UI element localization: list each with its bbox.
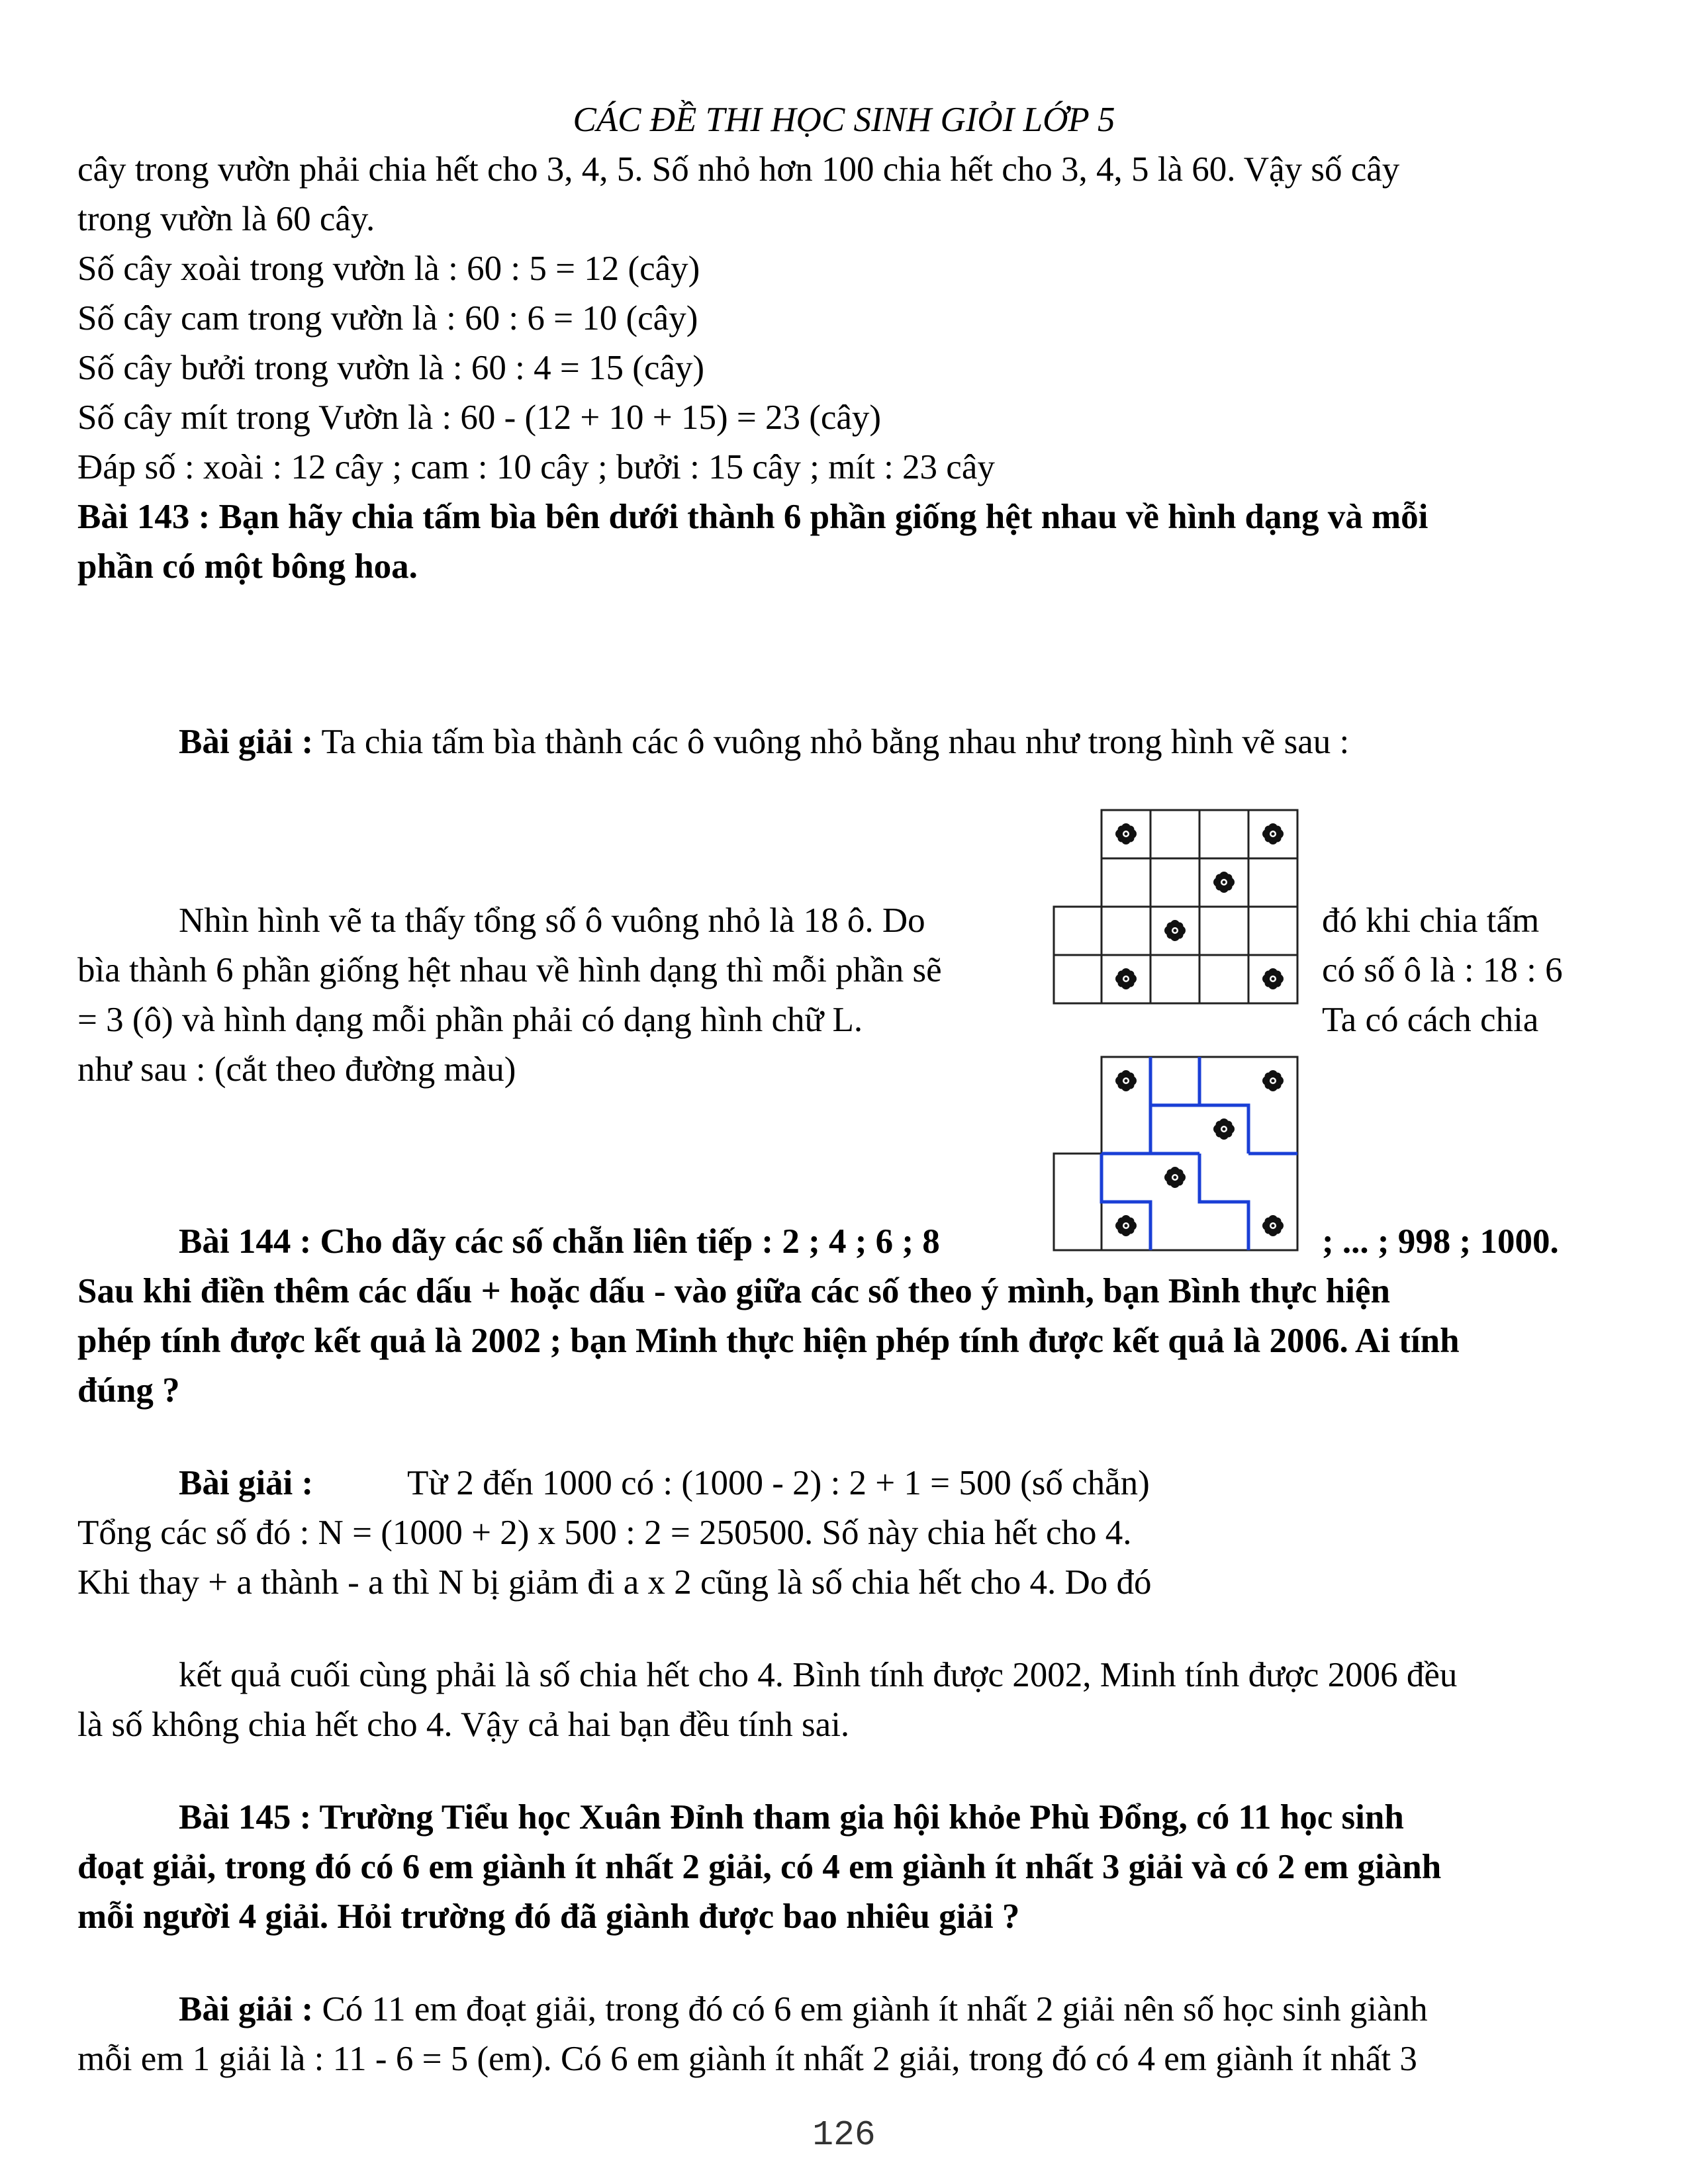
problem-144-text: Sau khi điền thêm các dấu + hoặc dấu - vào giữa các số theo ý mình, bạn Bình thực hiện <box>77 1272 1390 1310</box>
solution-text: Có 11 em đoạt giải, trong đó có 6 em giành ít nhất 2 giải nên số học sinh giành <box>313 1990 1428 2028</box>
solution-143-intro <box>179 721 1349 762</box>
text-line: = 3 (ô) và hình dạng mỗi phần phải có dạng hình chữ L. <box>77 1001 863 1039</box>
solution-144-line: Từ 2 đến 1000 có : (1000 - 2) : 2 + 1 = 500 (số chẵn) <box>407 1464 1150 1502</box>
text-line: cây trong vườn phải chia hết cho 3, 4, 5. Số nhỏ hơn 100 chia hết cho 3, 4, 5 là 60. Vậy số cây <box>77 150 1400 189</box>
problem-145-text: đoạt giải, trong đó có 6 em giành ít nhất 2 giải, có 4 em giành ít nhất 3 giải và có 2 em giành <box>77 1848 1442 1886</box>
text-line: Số cây mít trong Vườn là : 60 - (12 + 10 + 15) = 23 (cây) <box>77 398 882 437</box>
problem-145-title: Bài 145 : Trường Tiểu học Xuân Đỉnh tham gia hội khỏe Phù Đổng, có 11 học sinh <box>179 1798 1404 1837</box>
page-number: 126 <box>812 2115 876 2155</box>
solution-145-line: mỗi em 1 giải là : 11 - 6 = 5 (em). Có 6 em giành ít nhất 2 giải, trong đó có 4 em giành ít nhất 3 <box>77 2040 1417 2078</box>
text-line: Ta có cách chia <box>1322 1001 1539 1039</box>
text-line: Số cây bưởi trong vườn là : 60 : 4 = 15 (cây) <box>77 349 705 387</box>
solution-text: Ta chia tấm bìa thành các ô vuông nhỏ bằng nhau như trong hình vẽ sau : <box>313 723 1350 761</box>
problem-144-title: Bài 144 : Cho dãy các số chẵn liên tiếp : 2 ; 4 ; 6 ; 8 <box>179 1222 940 1261</box>
solution-144-line: là số không chia hết cho 4. Vậy cả hai bạn đều tính sai. <box>77 1706 850 1744</box>
answer-line: Đáp số : xoài : 12 cây ; cam : 10 cây ; bưởi : 15 cây ; mít : 23 cây <box>77 448 995 486</box>
text-line: Số cây xoài trong vườn là : 60 : 5 = 12 (cây) <box>77 250 700 288</box>
solution-144-line <box>179 1463 313 1504</box>
problem-144-text: đúng ? <box>77 1371 180 1410</box>
problem-144-text: phép tính được kết quả là 2002 ; bạn Minh thực hiện phép tính được kết quả là 2006. Ai tính <box>77 1322 1460 1360</box>
text-line: như sau : (cắt theo đường màu) <box>77 1050 516 1089</box>
solution-145-line <box>179 1989 1428 2030</box>
solution-label: Bài giải : <box>179 723 314 761</box>
solution-label: Bài giải : <box>179 1464 314 1502</box>
division-figure <box>1053 1056 1299 1251</box>
text-line: Nhìn hình vẽ ta thấy tổng số ô vuông nhỏ là 18 ô. Do <box>179 901 925 940</box>
solution-144-line: kết quả cuối cùng phải là số chia hết cho 4. Bình tính được 2002, Minh tính được 2006 đều <box>179 1656 1458 1694</box>
text-line: bìa thành 6 phần giống hệt nhau về hình dạng thì mỗi phần sẽ <box>77 951 942 989</box>
problem-144-text: ; ... ; 998 ; 1000. <box>1322 1222 1559 1261</box>
text-line: đó khi chia tấm <box>1322 901 1540 940</box>
solution-144-line: Tổng các số đó : N = (1000 + 2) x 500 : 2 = 250500. Số này chia hết cho 4. <box>77 1514 1132 1552</box>
problem-143-title: Bài 143 : Bạn hãy chia tấm bìa bên dưới thành 6 phần giống hệt nhau về hình dạng và mỗi <box>77 498 1429 536</box>
page-header: CÁC ĐỀ THI HỌC SINH GIỎI LỚP 5 <box>573 101 1115 139</box>
text-line: Số cây cam trong vườn là : 60 : 6 = 10 (cây) <box>77 299 698 338</box>
problem-145-text: mỗi người 4 giải. Hỏi trường đó đã giành được bao nhiêu giải ? <box>77 1897 1020 1936</box>
text-line: trong vườn là 60 cây. <box>77 200 375 238</box>
text-line: có số ô là : 18 : 6 <box>1322 951 1563 989</box>
solution-label: Bài giải : <box>179 1990 314 2028</box>
problem-143-text: phần có một bông hoa. <box>77 547 418 586</box>
grid-figure <box>1053 809 1299 1005</box>
solution-144-line: Khi thay + a thành - a thì N bị giảm đi a x 2 cũng là số chia hết cho 4. Do đó <box>77 1563 1152 1602</box>
